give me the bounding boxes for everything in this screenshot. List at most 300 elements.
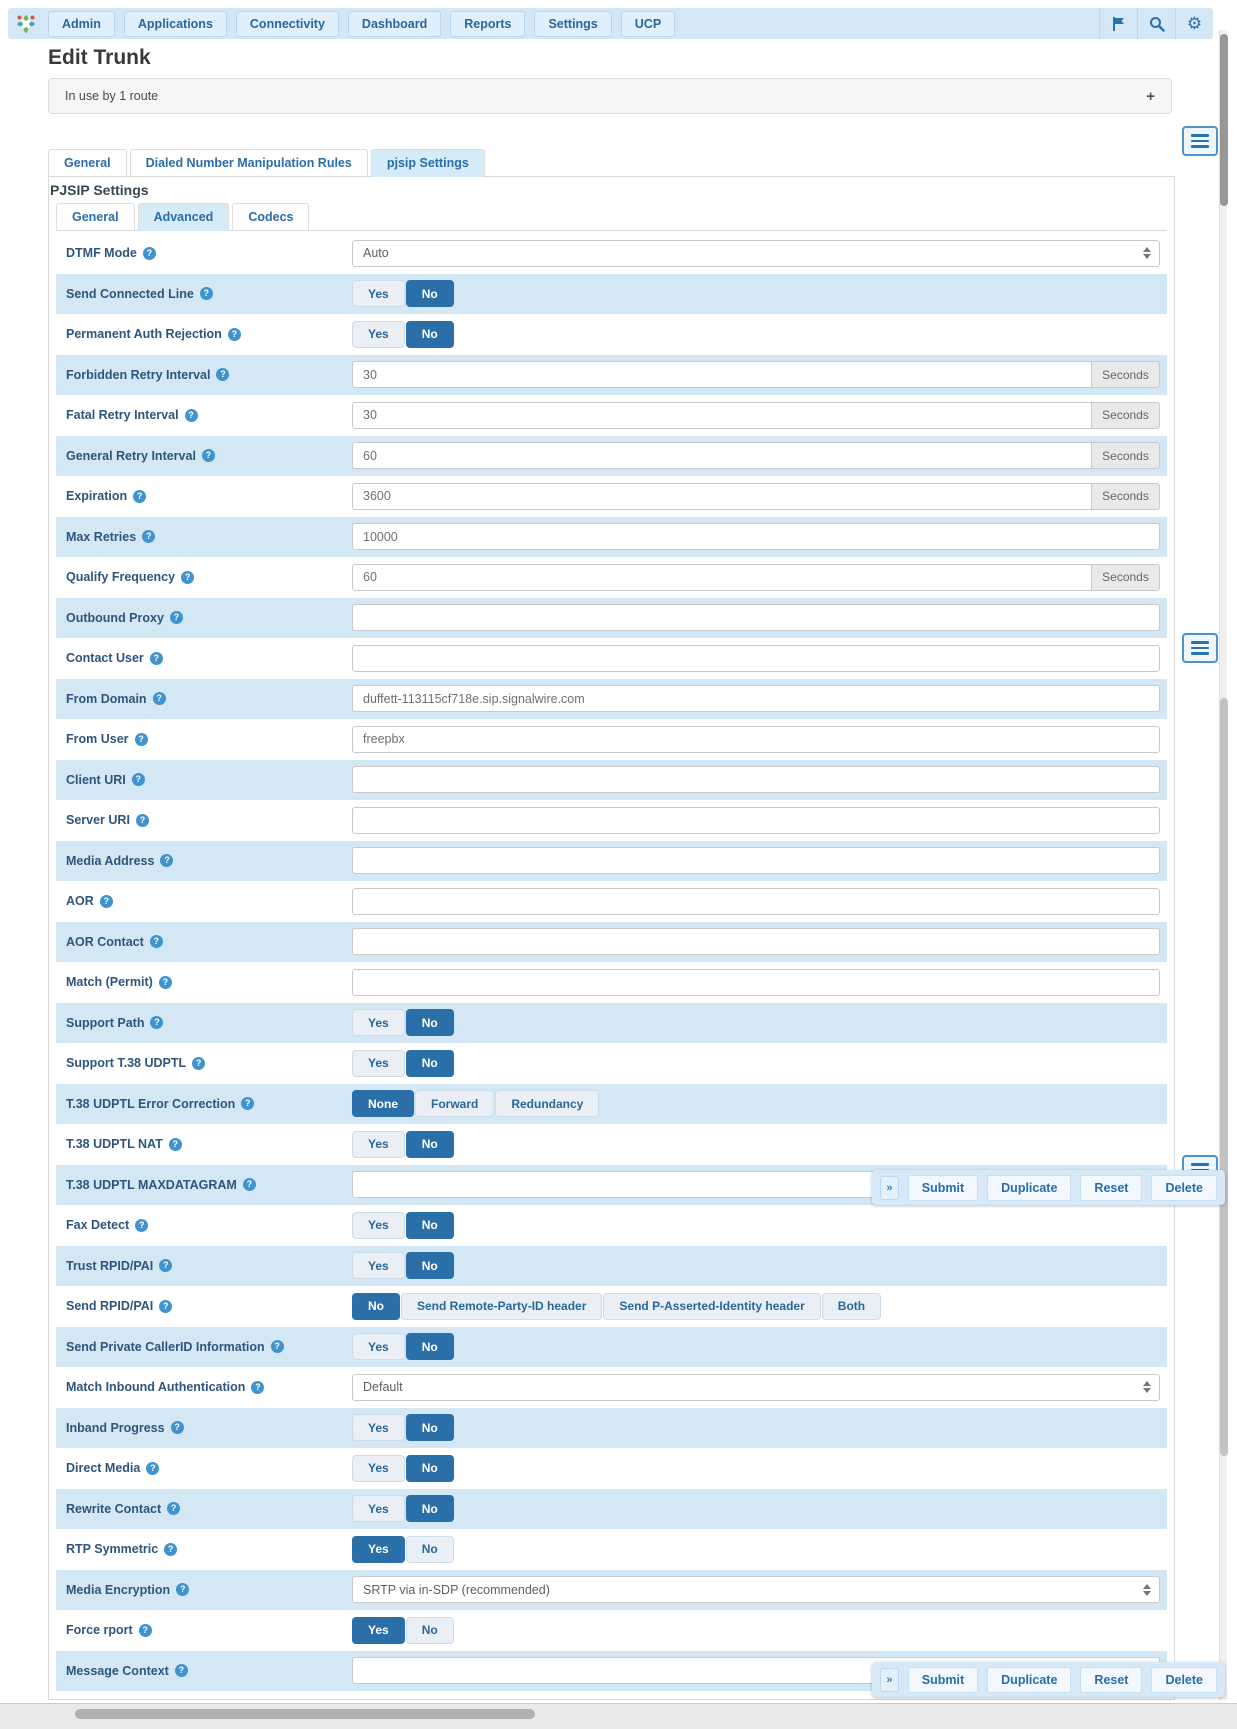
help-icon[interactable]: ?	[139, 1624, 152, 1637]
field-label: Media Encryption	[66, 1582, 171, 1597]
field-control	[352, 321, 1167, 348]
help-icon[interactable]: ?	[170, 611, 183, 624]
field-label-group	[66, 975, 352, 989]
contact-user-input[interactable]	[352, 645, 1160, 672]
floating-list-button[interactable]	[1182, 126, 1218, 156]
row-server-uri	[56, 800, 1167, 841]
row-rewrite-contact	[56, 1489, 1167, 1530]
help-icon[interactable]: ?	[159, 1300, 172, 1313]
help-icon[interactable]: ?	[181, 571, 194, 584]
field-control	[352, 604, 1167, 631]
trust-rpid-pai-toggle	[352, 1252, 454, 1279]
field-control	[352, 1293, 1167, 1320]
field-label-group	[66, 287, 352, 301]
forbidden-retry-interval-input[interactable]	[352, 361, 1092, 388]
help-icon[interactable]: ?	[192, 1057, 205, 1070]
field-label: Expiration	[66, 489, 128, 504]
row-fatal-retry-interval	[56, 395, 1167, 436]
gear-icon[interactable]: ⚙	[1175, 8, 1213, 39]
send-rpid-pai-option-send-p-asserted-identity-header[interactable]: Send P-Asserted-Identity header	[603, 1293, 820, 1320]
server-uri-input[interactable]	[352, 807, 1160, 834]
select-stepper-icon	[1143, 1584, 1151, 1596]
row-expiration	[56, 476, 1167, 517]
field-control	[352, 645, 1167, 672]
section-title: PJSIP Settings	[50, 182, 149, 198]
field-control	[352, 564, 1167, 591]
tab-pjsip-settings[interactable]: pjsip Settings	[371, 149, 485, 177]
from-domain-input[interactable]	[352, 685, 1160, 712]
field-label: RTP Symmetric	[66, 1542, 159, 1557]
force-rport-toggle	[352, 1617, 454, 1644]
freepbx-logo	[14, 12, 38, 36]
help-icon[interactable]: ?	[135, 733, 148, 746]
t-38-udptl-error-correction-option-forward[interactable]: Forward	[415, 1090, 494, 1117]
pjsip-sub-tab-strip	[56, 204, 1167, 231]
reset-button[interactable]: Reset	[1080, 1667, 1142, 1693]
row-support-path	[56, 1003, 1167, 1044]
row-force-rport	[56, 1610, 1167, 1651]
fax-detect-option-no[interactable]: No	[406, 1212, 454, 1239]
select-stepper-icon	[1143, 247, 1151, 259]
field-label: Trust RPID/PAI	[66, 1258, 154, 1273]
help-icon[interactable]: ?	[142, 530, 155, 543]
horizontal-scrollbar-thumb[interactable]	[75, 1709, 535, 1719]
help-icon[interactable]: ?	[241, 1097, 254, 1110]
field-control	[352, 402, 1167, 429]
help-icon[interactable]: ?	[216, 368, 229, 381]
row-from-domain	[56, 679, 1167, 720]
send-rpid-pai-toggle	[352, 1293, 881, 1320]
field-label: T.38 UDPTL NAT	[66, 1137, 163, 1152]
fatal-retry-interval-input[interactable]	[352, 402, 1092, 429]
field-label-group	[66, 1380, 352, 1394]
row-inband-progress	[56, 1408, 1167, 1449]
vertical-scrollbar[interactable]	[1219, 30, 1227, 1700]
field-label: Send RPID/PAI	[66, 1299, 154, 1314]
trunk-tab-strip	[48, 150, 1175, 177]
delete-button[interactable]: Delete	[1151, 1667, 1217, 1693]
action-toolbar	[872, 1170, 1225, 1205]
field-label-group	[66, 813, 352, 827]
rtp-symmetric-option-yes[interactable]: Yes	[352, 1536, 405, 1563]
help-icon[interactable]: ?	[135, 1219, 148, 1232]
row-send-private-callerid-information	[56, 1327, 1167, 1368]
field-label-group	[66, 611, 352, 625]
nav-item-dashboard[interactable]: Dashboard	[348, 11, 441, 37]
field-label: Send Connected Line	[66, 286, 194, 301]
nav-item-settings[interactable]: Settings	[534, 11, 611, 37]
send-rpid-pai-option-send-remote-party-id-header[interactable]: Send Remote-Party-ID header	[401, 1293, 602, 1320]
form-rows	[56, 233, 1167, 1691]
nav-item-applications[interactable]: Applications	[124, 11, 227, 37]
trust-rpid-pai-option-no[interactable]: No	[406, 1252, 454, 1279]
help-icon[interactable]: ?	[160, 854, 173, 867]
help-icon[interactable]: ?	[176, 1583, 189, 1596]
field-label: Force rport	[66, 1623, 133, 1638]
field-label: Fax Detect	[66, 1218, 130, 1233]
row-dtmf-mode	[56, 233, 1167, 274]
field-control	[352, 1536, 1167, 1563]
row-direct-media	[56, 1448, 1167, 1489]
field-label-group	[66, 1218, 352, 1232]
inband-progress-option-yes[interactable]: Yes	[352, 1414, 405, 1441]
support-path-toggle	[352, 1009, 454, 1036]
nav-icon-group	[1099, 8, 1213, 39]
field-label-group	[66, 489, 352, 503]
field-label-group	[66, 449, 352, 463]
row-match-inbound-authentication	[56, 1367, 1167, 1408]
field-label: Inband Progress	[66, 1420, 165, 1435]
duplicate-button[interactable]: Duplicate	[987, 1667, 1071, 1693]
field-control	[352, 442, 1167, 469]
horizontal-scrollbar-track	[0, 1703, 1237, 1729]
field-label-group	[66, 773, 352, 787]
field-label-group	[66, 1056, 352, 1070]
trust-rpid-pai-option-yes[interactable]: Yes	[352, 1252, 405, 1279]
row-forbidden-retry-interval	[56, 355, 1167, 396]
row-outbound-proxy	[56, 598, 1167, 639]
inband-progress-toggle	[352, 1414, 454, 1441]
field-label-group	[66, 1137, 352, 1151]
t-38-udptl-nat-toggle	[352, 1131, 454, 1158]
field-label: DTMF Mode	[66, 246, 137, 261]
field-label: Max Retries	[66, 529, 137, 544]
unit-addon: Seconds	[1092, 564, 1160, 591]
field-control	[352, 1617, 1167, 1644]
help-icon[interactable]: ?	[133, 490, 146, 503]
help-icon[interactable]: ?	[164, 1543, 177, 1556]
help-icon[interactable]: ?	[150, 935, 163, 948]
row-contact-user	[56, 638, 1167, 679]
field-label: Server URI	[66, 813, 130, 828]
tab-general[interactable]: General	[48, 149, 127, 176]
t-38-udptl-error-correction-option-redundancy[interactable]: Redundancy	[495, 1090, 599, 1117]
field-label: Send Private CallerID Information	[66, 1339, 265, 1354]
row-permanent-auth-rejection	[56, 314, 1167, 355]
nav-item-connectivity[interactable]: Connectivity	[236, 11, 339, 37]
field-control	[352, 1576, 1167, 1603]
rtp-symmetric-option-no[interactable]: No	[406, 1536, 454, 1563]
field-label-group	[66, 246, 352, 260]
send-connected-line-option-yes[interactable]: Yes	[352, 280, 405, 307]
max-retries-input[interactable]	[352, 523, 1160, 550]
help-icon[interactable]: ?	[136, 814, 149, 827]
field-label-group	[66, 651, 352, 665]
field-label-group	[66, 408, 352, 422]
help-icon[interactable]: ?	[153, 692, 166, 705]
row-qualify-frequency	[56, 557, 1167, 598]
subtab-general[interactable]: General	[56, 203, 135, 230]
in-use-notice[interactable]	[48, 78, 1172, 114]
help-icon[interactable]: ?	[143, 247, 156, 260]
row-client-uri	[56, 760, 1167, 801]
match-inbound-authentication-select[interactable]	[352, 1374, 1160, 1401]
help-icon[interactable]: ?	[271, 1340, 284, 1353]
from-user-input[interactable]	[352, 726, 1160, 753]
help-icon[interactable]: ?	[159, 976, 172, 989]
help-icon[interactable]: ?	[171, 1421, 184, 1434]
field-label-group	[66, 692, 352, 706]
row-from-user	[56, 719, 1167, 760]
field-label-group	[66, 1623, 352, 1637]
field-label-group	[66, 1340, 352, 1354]
field-label: T.38 UDPTL Error Correction	[66, 1096, 236, 1111]
field-control	[352, 240, 1167, 267]
field-control	[352, 928, 1167, 955]
field-label-group	[66, 1583, 352, 1597]
t-38-udptl-error-correction-toggle	[352, 1090, 599, 1117]
help-icon[interactable]: ?	[185, 409, 198, 422]
send-private-callerid-information-option-yes[interactable]: Yes	[352, 1333, 405, 1360]
field-label: Qualify Frequency	[66, 570, 176, 585]
help-icon[interactable]: ?	[167, 1502, 180, 1515]
select-stepper-icon	[1143, 1381, 1151, 1393]
field-control	[352, 1212, 1167, 1239]
help-icon[interactable]: ?	[159, 1259, 172, 1272]
field-label-group	[66, 935, 352, 949]
field-control	[352, 1374, 1167, 1401]
outbound-proxy-input[interactable]	[352, 604, 1160, 631]
field-label: Contact User	[66, 651, 144, 666]
permanent-auth-rejection-option-yes[interactable]: Yes	[352, 321, 405, 348]
aor-input[interactable]	[352, 888, 1160, 915]
reset-button[interactable]: Reset	[1080, 1175, 1142, 1201]
field-label: Rewrite Contact	[66, 1501, 162, 1516]
field-label: Outbound Proxy	[66, 610, 164, 625]
row-send-rpid-pai	[56, 1286, 1167, 1327]
vertical-scrollbar-thumb[interactable]	[1220, 698, 1228, 1456]
field-control	[352, 483, 1167, 510]
help-icon[interactable]: ?	[251, 1381, 264, 1394]
field-label-group	[66, 1542, 352, 1556]
field-control	[352, 888, 1167, 915]
field-label: Client URI	[66, 772, 126, 787]
in-use-notice-text: In use by 1 route	[65, 89, 159, 103]
tour-flag-icon[interactable]	[1099, 8, 1137, 39]
field-control	[352, 1455, 1167, 1482]
unit-addon: Seconds	[1092, 442, 1160, 469]
field-label: T.38 UDPTL MAXDATAGRAM	[66, 1177, 237, 1192]
field-label: Support T.38 UDPTL	[66, 1056, 187, 1071]
help-icon[interactable]: ?	[202, 449, 215, 462]
direct-media-toggle	[352, 1455, 454, 1482]
field-control	[352, 1495, 1167, 1522]
row-match-permit	[56, 962, 1167, 1003]
collapse-toolbar-button[interactable]: »	[880, 1668, 899, 1692]
direct-media-option-no[interactable]: No	[406, 1455, 454, 1482]
row-aor	[56, 881, 1167, 922]
nav-item-admin[interactable]: Admin	[48, 11, 115, 37]
vertical-scrollbar-thumb[interactable]	[1220, 34, 1228, 206]
support-t-38-udptl-option-yes[interactable]: Yes	[352, 1050, 405, 1077]
field-label: AOR	[66, 894, 94, 909]
row-fax-detect	[56, 1205, 1167, 1246]
field-label: Message Context	[66, 1663, 169, 1678]
select-value: Default	[363, 1380, 403, 1395]
help-icon[interactable]: ?	[100, 895, 113, 908]
field-control	[352, 766, 1167, 793]
field-label-group	[66, 1461, 352, 1475]
rtp-symmetric-toggle	[352, 1536, 454, 1563]
field-label-group	[66, 894, 352, 908]
floating-list-button[interactable]	[1182, 633, 1218, 663]
field-label-group	[66, 327, 352, 341]
top-navigation-bar	[8, 8, 1213, 39]
field-label-group	[66, 1016, 352, 1030]
force-rport-option-no[interactable]: No	[406, 1617, 454, 1644]
help-icon[interactable]: ?	[150, 652, 163, 665]
help-icon[interactable]: ?	[175, 1664, 188, 1677]
nav-menu	[48, 11, 684, 37]
field-control	[352, 726, 1167, 753]
row-max-retries	[56, 517, 1167, 558]
field-control	[352, 685, 1167, 712]
client-uri-input[interactable]	[352, 766, 1160, 793]
match-permit-input[interactable]	[352, 969, 1160, 996]
media-address-input[interactable]	[352, 847, 1160, 874]
action-toolbar	[872, 1662, 1225, 1697]
field-label: From Domain	[66, 691, 147, 706]
help-icon[interactable]: ?	[169, 1138, 182, 1151]
field-label-group	[66, 368, 352, 382]
select-value: Auto	[363, 246, 389, 261]
expand-plus-icon[interactable]: +	[1146, 87, 1155, 105]
field-label-group	[66, 530, 352, 544]
field-control	[352, 1009, 1167, 1036]
field-label-group	[66, 1259, 352, 1273]
tab-dialed-number-manipulation-rules[interactable]: Dialed Number Manipulation Rules	[130, 149, 368, 176]
field-label: From User	[66, 732, 129, 747]
send-private-callerid-information-toggle	[352, 1333, 454, 1360]
field-label-group	[66, 1421, 352, 1435]
field-control	[352, 847, 1167, 874]
field-label-group	[66, 854, 352, 868]
rewrite-contact-option-yes[interactable]: Yes	[352, 1495, 405, 1522]
row-general-retry-interval	[56, 436, 1167, 477]
row-aor-contact	[56, 922, 1167, 963]
field-label: Direct Media	[66, 1461, 141, 1476]
row-t-38-udptl-nat	[56, 1124, 1167, 1165]
nav-item-ucp[interactable]: UCP	[621, 11, 675, 37]
subtab-codecs[interactable]: Codecs	[232, 203, 309, 230]
field-control	[352, 969, 1167, 996]
field-control	[352, 523, 1167, 550]
direct-media-option-yes[interactable]: Yes	[352, 1455, 405, 1482]
permanent-auth-rejection-toggle	[352, 321, 454, 348]
unit-addon: Seconds	[1092, 402, 1160, 429]
media-encryption-select[interactable]	[352, 1576, 1160, 1603]
row-rtp-symmetric	[56, 1529, 1167, 1570]
field-label-group	[66, 1299, 352, 1313]
send-rpid-pai-option-no[interactable]: No	[352, 1293, 400, 1320]
page-title: Edit Trunk	[48, 46, 151, 69]
delete-button[interactable]: Delete	[1151, 1175, 1217, 1201]
nav-item-reports[interactable]: Reports	[450, 11, 525, 37]
duplicate-button[interactable]: Duplicate	[987, 1175, 1071, 1201]
help-icon[interactable]: ?	[146, 1462, 159, 1475]
field-control	[352, 280, 1167, 307]
row-trust-rpid-pai	[56, 1246, 1167, 1287]
t-38-udptl-error-correction-option-none[interactable]: None	[352, 1090, 414, 1117]
send-rpid-pai-option-both[interactable]: Both	[822, 1293, 881, 1320]
fax-detect-toggle	[352, 1212, 454, 1239]
field-label: Media Address	[66, 853, 155, 868]
field-label-group	[66, 1178, 352, 1192]
help-icon[interactable]: ?	[200, 287, 213, 300]
field-label-group	[66, 1097, 352, 1111]
inband-progress-option-no[interactable]: No	[406, 1414, 454, 1441]
row-media-encryption	[56, 1570, 1167, 1611]
support-t-38-udptl-toggle	[352, 1050, 454, 1077]
submit-button[interactable]: Submit	[908, 1175, 978, 1201]
rewrite-contact-option-no[interactable]: No	[406, 1495, 454, 1522]
general-retry-interval-input[interactable]	[352, 442, 1092, 469]
field-label: General Retry Interval	[66, 448, 196, 463]
field-control	[352, 1414, 1167, 1441]
help-icon[interactable]: ?	[150, 1016, 163, 1029]
t-38-udptl-nat-option-yes[interactable]: Yes	[352, 1131, 405, 1158]
field-label-group	[66, 732, 352, 746]
support-t-38-udptl-option-no[interactable]: No	[406, 1050, 454, 1077]
send-private-callerid-information-option-no[interactable]: No	[406, 1333, 454, 1360]
field-label: Permanent Auth Rejection	[66, 327, 222, 342]
field-label: AOR Contact	[66, 934, 144, 949]
fax-detect-option-yes[interactable]: Yes	[352, 1212, 405, 1239]
dtmf-mode-select[interactable]	[352, 240, 1160, 267]
support-path-option-no[interactable]: No	[406, 1009, 454, 1036]
field-label-group	[66, 1664, 352, 1678]
field-control	[352, 1252, 1167, 1279]
help-icon[interactable]: ?	[132, 773, 145, 786]
expiration-input[interactable]	[352, 483, 1092, 510]
field-control	[352, 1333, 1167, 1360]
row-t-38-udptl-error-correction	[56, 1084, 1167, 1125]
send-connected-line-toggle	[352, 280, 454, 307]
collapse-toolbar-button[interactable]: »	[880, 1176, 899, 1200]
force-rport-option-yes[interactable]: Yes	[352, 1617, 405, 1644]
t-38-udptl-nat-option-no[interactable]: No	[406, 1131, 454, 1158]
field-control	[352, 807, 1167, 834]
field-label: Match Inbound Authentication	[66, 1380, 246, 1395]
rewrite-contact-toggle	[352, 1495, 454, 1522]
field-label-group	[66, 570, 352, 584]
unit-addon: Seconds	[1092, 483, 1160, 510]
subtab-advanced[interactable]: Advanced	[138, 203, 230, 231]
aor-contact-input[interactable]	[352, 928, 1160, 955]
field-control	[352, 1050, 1167, 1077]
help-icon[interactable]: ?	[228, 328, 241, 341]
field-label: Match (Permit)	[66, 975, 153, 990]
permanent-auth-rejection-option-no[interactable]: No	[406, 321, 454, 348]
select-value: SRTP via in-SDP (recommended)	[363, 1582, 550, 1597]
send-connected-line-option-no[interactable]: No	[406, 280, 454, 307]
qualify-frequency-input[interactable]	[352, 564, 1092, 591]
row-media-address	[56, 841, 1167, 882]
help-icon[interactable]: ?	[243, 1178, 256, 1191]
row-support-t-38-udptl	[56, 1043, 1167, 1084]
field-label-group	[66, 1502, 352, 1516]
field-control	[352, 1090, 1167, 1117]
submit-button[interactable]: Submit	[908, 1667, 978, 1693]
field-label: Fatal Retry Interval	[66, 408, 179, 423]
support-path-option-yes[interactable]: Yes	[352, 1009, 405, 1036]
unit-addon: Seconds	[1092, 361, 1160, 388]
search-icon[interactable]	[1137, 8, 1175, 39]
row-send-connected-line	[56, 274, 1167, 315]
field-control	[352, 361, 1167, 388]
field-control	[352, 1131, 1167, 1158]
field-label: Forbidden Retry Interval	[66, 367, 211, 382]
